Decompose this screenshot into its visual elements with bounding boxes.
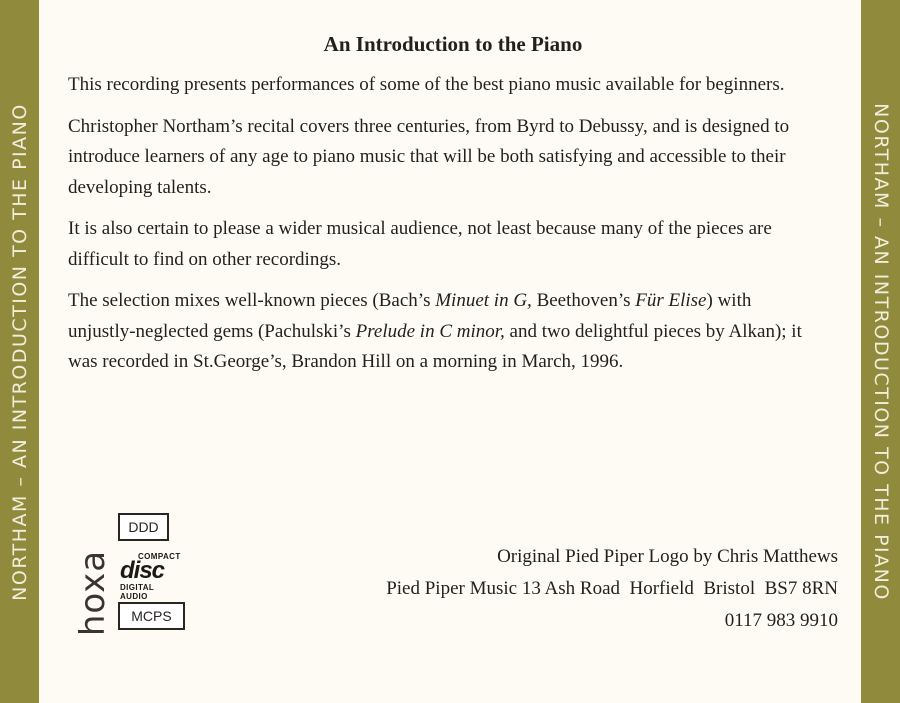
selection-text-1: The selection mixes well-known pieces (Bach’s bbox=[68, 290, 436, 311]
hoxa-logo bbox=[68, 549, 118, 637]
left-spine bbox=[0, 0, 39, 703]
cd-logo-bottom-text: DIGITAL AUDIO bbox=[120, 583, 155, 601]
selection-text-3: ) with unjustly-neglected gems (Pachulski’s bbox=[68, 290, 752, 342]
right-spine bbox=[861, 0, 900, 703]
credit-address-line: Pied Piper Music 13 Ash Road Horfield Bristol BS7 8RN bbox=[386, 578, 838, 599]
ddd-badge: DDD bbox=[118, 513, 169, 541]
paragraph-selection bbox=[68, 286, 813, 378]
selection-text-4: and two delightful pieces by Alkan); it was recorded in St.George’s, Brandon Hill on a morning in March, 1996. bbox=[68, 320, 802, 372]
piece-minuet-in-g: Minuet in G, bbox=[435, 290, 532, 311]
cd-logo-top-text: COMPACT bbox=[138, 552, 181, 561]
piece-fur-elise: Für Elise bbox=[635, 290, 707, 311]
paragraph-intro: This recording presents performances of some of the best piano music available for beginners. bbox=[68, 74, 785, 95]
right-spine-text: NORTHAM – AN INTRODUCTION TO THE PIANO bbox=[869, 102, 892, 601]
liner-notes bbox=[68, 30, 838, 389]
cd-logo-main-text: disc bbox=[120, 557, 165, 584]
credit-logo-line: Original Pied Piper Logo by Chris Matthews bbox=[497, 546, 838, 567]
paragraph-recital: Christopher Northam’s recital covers three centuries, from Byrd to Debussy, and is designed to introduce learners of any age to piano music that will be both satisfying and accessible to their developing talents. bbox=[68, 115, 790, 198]
page-title: An Introduction to the Piano bbox=[323, 32, 583, 56]
compact-disc-logo bbox=[118, 552, 182, 601]
credit-phone-line: 0117 983 9910 bbox=[724, 610, 838, 631]
paragraph-audience: It is also certain to please a wider musical audience, not least because many of the pieces are difficult to find on other recordings. bbox=[68, 218, 772, 270]
piece-prelude-c-minor: Prelude in C minor, bbox=[355, 320, 505, 342]
hoxa-logo-text: hoxa bbox=[73, 549, 113, 637]
credits bbox=[386, 541, 838, 637]
left-spine-text: NORTHAM – AN INTRODUCTION TO THE PIANO bbox=[8, 102, 31, 601]
selection-text-2: Beethoven’s bbox=[531, 290, 636, 311]
mcps-badge: MCPS bbox=[118, 602, 185, 630]
